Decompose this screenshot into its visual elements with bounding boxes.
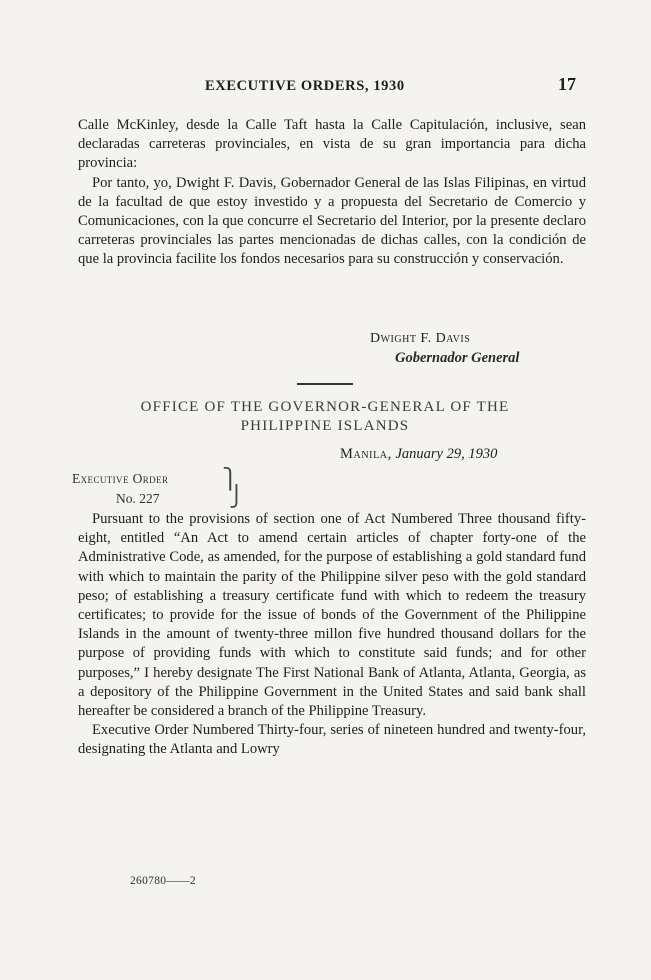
dateline-place: Manila, bbox=[340, 446, 392, 462]
office-heading bbox=[70, 398, 580, 436]
section-divider bbox=[297, 383, 353, 385]
dateline-date: January 29, 1930 bbox=[395, 446, 498, 462]
dateline bbox=[340, 446, 497, 463]
paragraph: Pursuant to the provisions of section one of Act Numbered Three thousand fifty-eight, entitled “An Act to amend certain articles of chapter forty-one of the Administrative Code, as amended, for the purpose of establishing a gold standard fund with which to maintain the parity of the Philippine silver peso with the gold standard peso; of establishing a treasury certificate fund with which to redeem the treasury certificates; to provide for the issue of bonds of the Government of the Philippine Islands in the amount of twenty-three millon five hundred thousand dollars for the purpose of providing funds with which to constitute said funds; and for other purposes,” I hereby designate The First National Bank of Atlanta, Atlanta, Georgia, as a depository of the Philippine Government in the United States and said bank shall hereafter be considered a branch of the Philippine Treasury. bbox=[78, 511, 586, 720]
spanish-text-block bbox=[78, 116, 586, 270]
brace-glyph: ⎭ bbox=[229, 486, 244, 508]
office-heading-line: PHILIPPINE ISLANDS bbox=[240, 418, 410, 434]
signature-name: Dwight F. Davis bbox=[370, 331, 471, 346]
executive-order-label: Executive Order bbox=[72, 471, 169, 486]
office-heading-line: OFFICE OF THE GOVERNOR-GENERAL OF THE bbox=[140, 399, 510, 415]
paragraph: Por tanto, yo, Dwight F. Davis, Gobernador General de las Islas Filipinas, en virtud de la facultad de que estoy investido y a propuesta del Secretario de Comercio y Comunicaciones, con la que concurre el Secretario del Interior, por la presente declaro carreteras provinciales las partes mencionadas de dichas calles, con la condición de que la provincia facilite los fondos necesarios para su construcción y conservación. bbox=[78, 174, 586, 268]
paragraph: Calle McKinley, desde la Calle Taft hasta la Calle Capitulación, inclusive, sean declaradas carreteras provinciales, en vista de su gran importancia para dicha provincia: bbox=[78, 117, 586, 172]
running-title: EXECUTIVE ORDERS, 1930 bbox=[205, 78, 405, 94]
running-head bbox=[0, 74, 651, 98]
signature-title: Gobernador General bbox=[395, 350, 520, 366]
page-number: 17 bbox=[558, 74, 576, 94]
brace-glyph: ⎫ bbox=[222, 467, 239, 490]
paragraph: Executive Order Numbered Thirty-four, series of nineteen hundred and twenty-four, designating the Atlanta and Lowry bbox=[78, 722, 586, 758]
executive-order-number: No. 227 bbox=[116, 491, 160, 506]
executive-order-text-block bbox=[78, 510, 586, 760]
print-code: 260780——2 bbox=[130, 875, 196, 887]
